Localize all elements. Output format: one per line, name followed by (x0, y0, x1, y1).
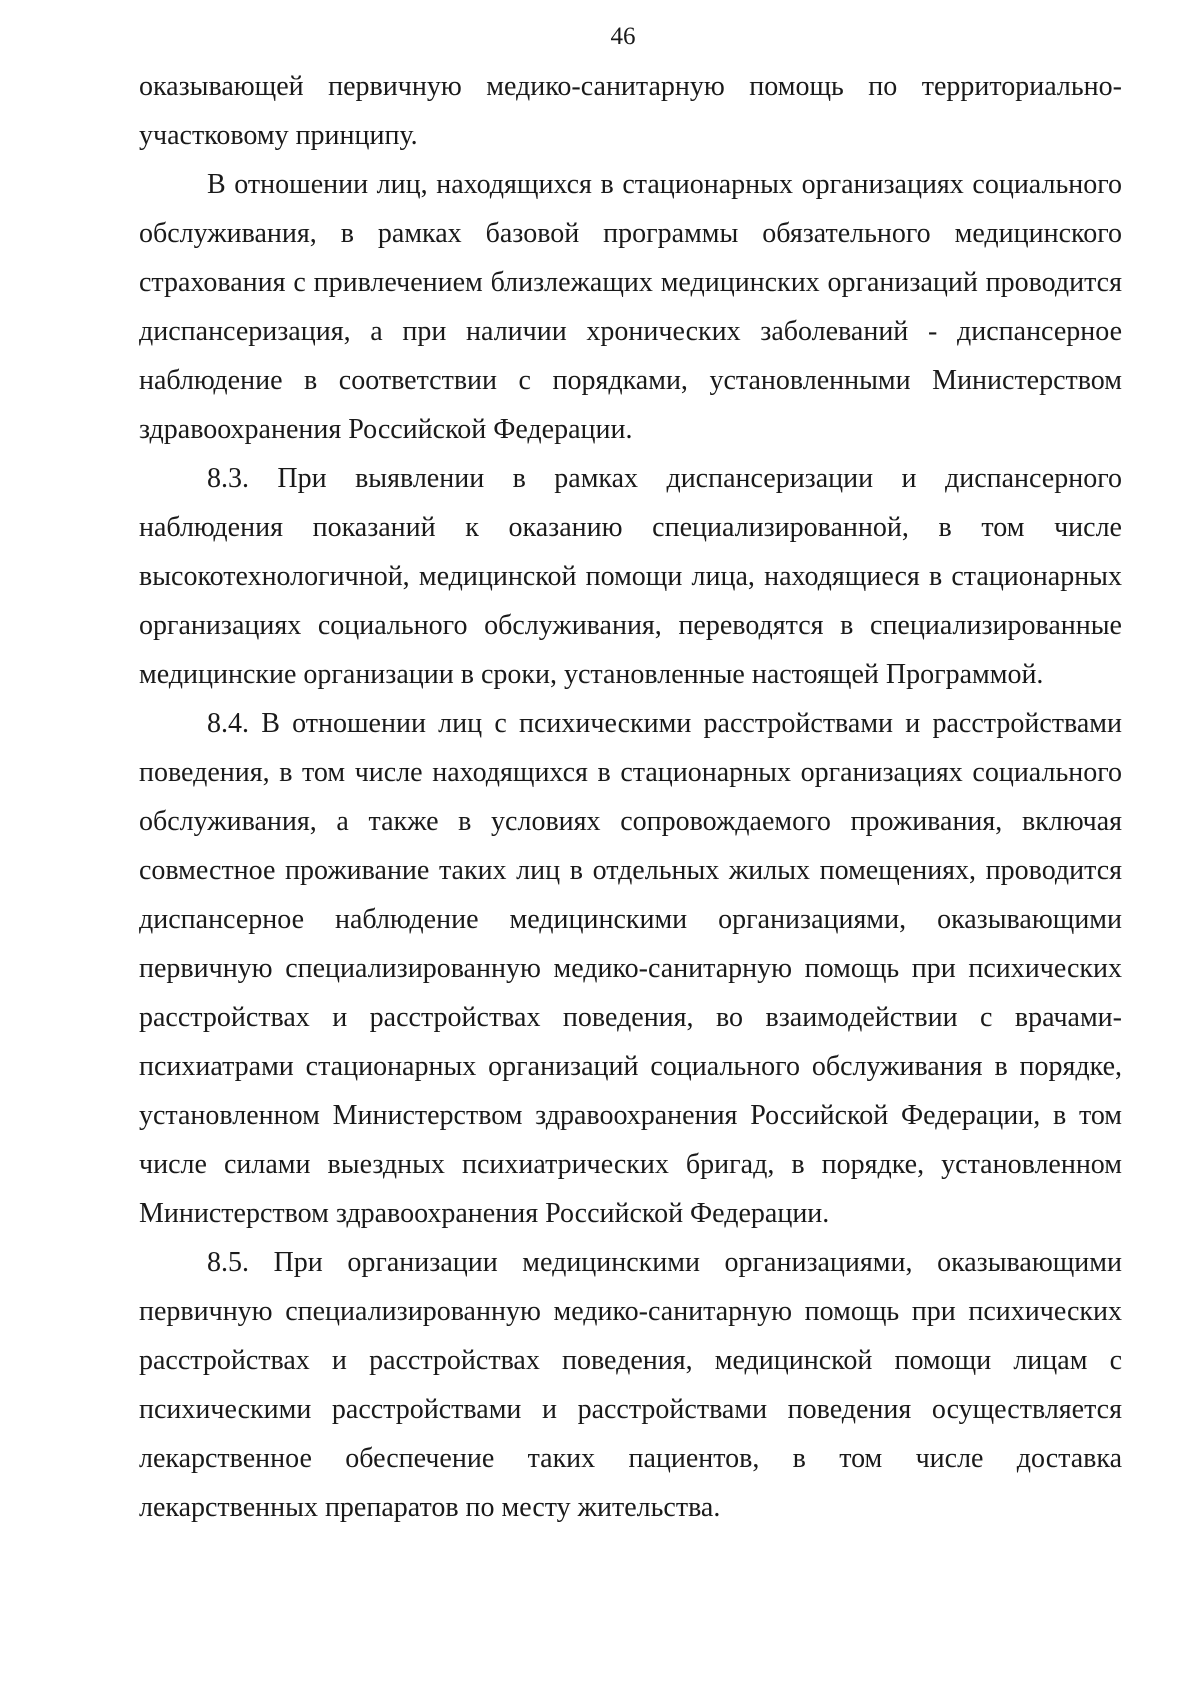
paragraph-8-5: 8.5. При организации медицинскими организациями, оказывающими первичную специализированную медико-санитарную помощь при психических расстройствах и расстройствах поведения, медицинской помощи лицам с психическими расстройствами и расстройствами поведения осуществляется лекарственное обеспечение таких пациентов, в том числе доставка лекарственных препаратов по месту жительства. (139, 1247, 1122, 1523)
paragraph-8-3: 8.3. При выявлении в рамках диспансеризации и диспансерного наблюдения показаний к оказанию специализированной, в том числе высокотехнологичной, медицинской помощи лица, находящиеся в стационарных организациях социального обслуживания, переводятся в специализированные медицинские организации в сроки, установленные настоящей Программой. (139, 463, 1122, 690)
document-body (139, 62, 1122, 1532)
paragraph-continuation: оказывающей первичную медико-санитарную помощь по территориально-участковому принципу. (139, 71, 1122, 151)
paragraph-8-4: 8.4. В отношении лиц с психическими расстройствами и расстройствами поведения, в том числе находящихся в стационарных организациях социального обслуживания, а также в условиях сопровождаемого проживания, включая совместное проживание таких лиц в отдельных жилых помещениях, проводится диспансерное наблюдение медицинскими организациями, оказывающими первичную специализированную медико-санитарную помощь при психических расстройствах и расстройствах поведения, во взаимодействии с врачами-психиатрами стационарных организаций социального обслуживания в порядке, установленном Министерством здравоохранения Российской Федерации, в том числе силами выездных психиатрических бригад, в порядке, установленном Министерством здравоохранения Российской Федерации. (139, 708, 1122, 1229)
paragraph-social-organizations: В отношении лиц, находящихся в стационарных организациях социального обслуживания, в рамках базовой программы обязательного медицинского страхования с привлечением близлежащих медицинских организаций проводится диспансеризация, а при наличии хронических заболеваний - диспансерное наблюдение в соответствии с порядками, установленными Министерством здравоохранения Российской Федерации. (139, 169, 1122, 445)
page-number: 46 (610, 23, 636, 50)
